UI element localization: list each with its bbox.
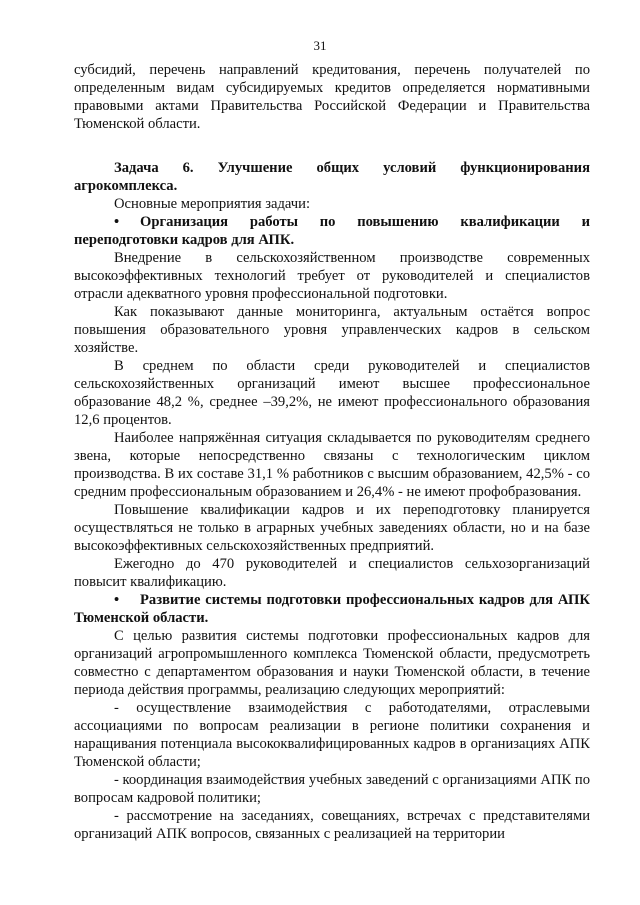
bullet-heading-system — [74, 591, 590, 627]
task-6-heading: Задача 6. Улучшение общих условий функционирования агрокомплекса. — [74, 160, 590, 194]
main-measures-label: Основные мероприятия задачи: — [114, 196, 311, 212]
paragraph-monitoring: Как показывают данные мониторинга, актуальным остаётся вопрос повышения образовательного уровня управленческих кадров в сельском хозяйстве. — [74, 304, 590, 356]
bullet-icon: • — [114, 214, 120, 230]
paragraph-subsidies: субсидий, перечень направлений кредитования, перечень получателей по определенным видам субсидируемых кредитов определяется нормативными правовыми актами Правительства Российской Федерации и Правительства Тюменской области. — [74, 62, 590, 132]
bullet-heading-training — [74, 213, 590, 249]
page-number: 31 — [313, 38, 327, 53]
paragraph-qualification: Повышение квалификации кадров и их переподготовку планируется осуществляться не только в аграрных учебных заведениях области, но и на базе высокоэффективных сельскохозяйственных предприятий. — [74, 502, 590, 554]
paragraph-purpose: С целью развития системы подготовки профессиональных кадров для организаций агропромышленного комплекса Тюменской области, предусмотреть совместно с департаментом образования и науки Тюменской области, в течение периода действия программы, реализацию следующих мероприятий: — [74, 628, 590, 698]
list-item-interaction: - осуществление взаимодействия с работодателями, отраслевыми ассоциациями по вопросам реализации в регионе политики сохранения и наращивания потенциала высококвалифицированных кадров в организациях АПК Тюменской области; — [74, 700, 590, 770]
list-item-review: - рассмотрение на заседаниях, совещаниях, встречах с представителями организаций АПК вопросов, связанных с реализацией на территории — [74, 808, 590, 842]
document-body — [74, 61, 590, 843]
list-item-coordination: - координация взаимодействия учебных заведений с организациями АПК по вопросам кадровой политики; — [74, 772, 590, 806]
paragraph-middle-managers: Наиболее напряжённая ситуация складывается по руководителям среднего звена, которые непосредственно связаны с технологическим циклом производства. В их составе 31,1 % работников с высшим образованием, 42,5% - со средним профессиональным образованием и 26,4% - не имеют профобразования. — [74, 430, 590, 500]
paragraph-average-education: В среднем по области среди руководителей и специалистов сельскохозяйственных организаций имеют высшее профессиональное образование 48,2 %, среднее –39,2%, не имеют профессионального образования 12,6 процентов. — [74, 358, 590, 428]
bullet-heading-text: Организация работы по повышению квалификации и переподготовки кадров для АПК. — [74, 214, 590, 248]
paragraph-technologies: Внедрение в сельскохозяйственном производстве современных высокоэффективных технологий требует от руководителей и специалистов отрасли адекватного уровня профессиональной подготовки. — [74, 250, 590, 302]
bullet-icon: • — [114, 592, 120, 608]
bullet-heading-text: Развитие системы подготовки профессиональных кадров для АПК Тюменской области. — [74, 592, 590, 626]
paragraph-annual: Ежегодно до 470 руководителей и специалистов сельхозорганизаций повысит квалификацию. — [74, 556, 590, 590]
